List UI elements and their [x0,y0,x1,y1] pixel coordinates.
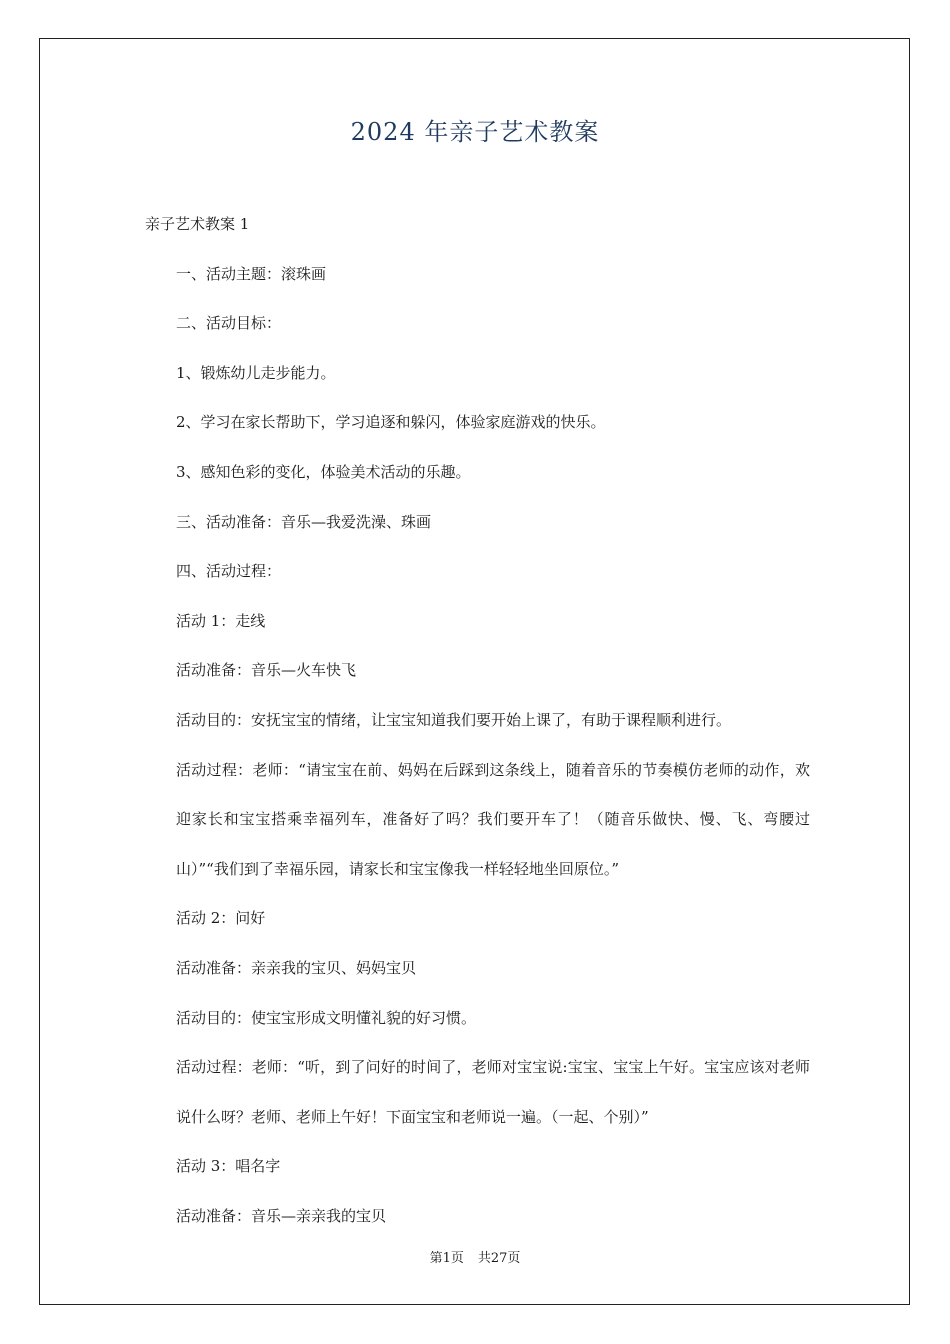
paragraph: 1、锻炼幼儿走步能力。 [176,363,336,382]
page-total: 共27页 [477,1251,521,1266]
document-body [145,200,810,1241]
paragraph: 二、活动目标： [176,314,282,333]
paragraph: 活动 3：唱名字 [176,1157,281,1176]
paragraph: 活动 1：走线 [176,611,266,630]
page-footer [0,1247,950,1266]
paragraph: 活动过程：老师：“听，到了问好的时间了，老师对宝宝说:宝宝、宝宝上午好。宝宝应该对老师说什么呀？老师、老师上午好！下面宝宝和老师说一遍。（一起、个别）” [176,1058,810,1126]
paragraph: 四、活动过程： [176,562,282,581]
paragraph: 2、学习在家长帮助下，学习追逐和躲闪，体验家庭游戏的快乐。 [176,413,606,432]
paragraph: 活动准备：音乐—火车快飞 [176,661,357,680]
document-title: 2024 年亲子艺术教案 [350,118,600,146]
paragraph: 活动准备：亲亲我的宝贝、妈妈宝贝 [176,958,417,977]
paragraph: 三、活动准备：音乐—我爱洗澡、珠画 [176,512,432,531]
paragraph: 3、感知色彩的变化，体验美术活动的乐趣。 [176,462,471,481]
paragraph: 活动目的：使宝宝形成文明懂礼貌的好习惯。 [176,1008,477,1027]
section-heading: 亲子艺术教案 1 [145,215,250,233]
paragraph: 活动过程：老师：“请宝宝在前、妈妈在后踩到这条线上，随着音乐的节奏模仿老师的动作，欢迎家长和宝宝搭乘幸福列车，准备好了吗？我们要开车了！（随音乐做快、慢、飞、弯腰过山）”“我们到了幸福乐园，请家长和宝宝像我一样轻轻地坐回原位。” [176,760,810,878]
paragraph: 一、活动主题：滚珠画 [176,264,327,283]
paragraph: 活动目的：安抚宝宝的情绪，让宝宝知道我们要开始上课了，有助于课程顺利进行。 [176,710,732,729]
paragraph: 活动 2：问好 [176,909,266,928]
page-number: 第1页 [429,1251,464,1266]
paragraph: 活动准备：音乐—亲亲我的宝贝 [176,1206,387,1225]
